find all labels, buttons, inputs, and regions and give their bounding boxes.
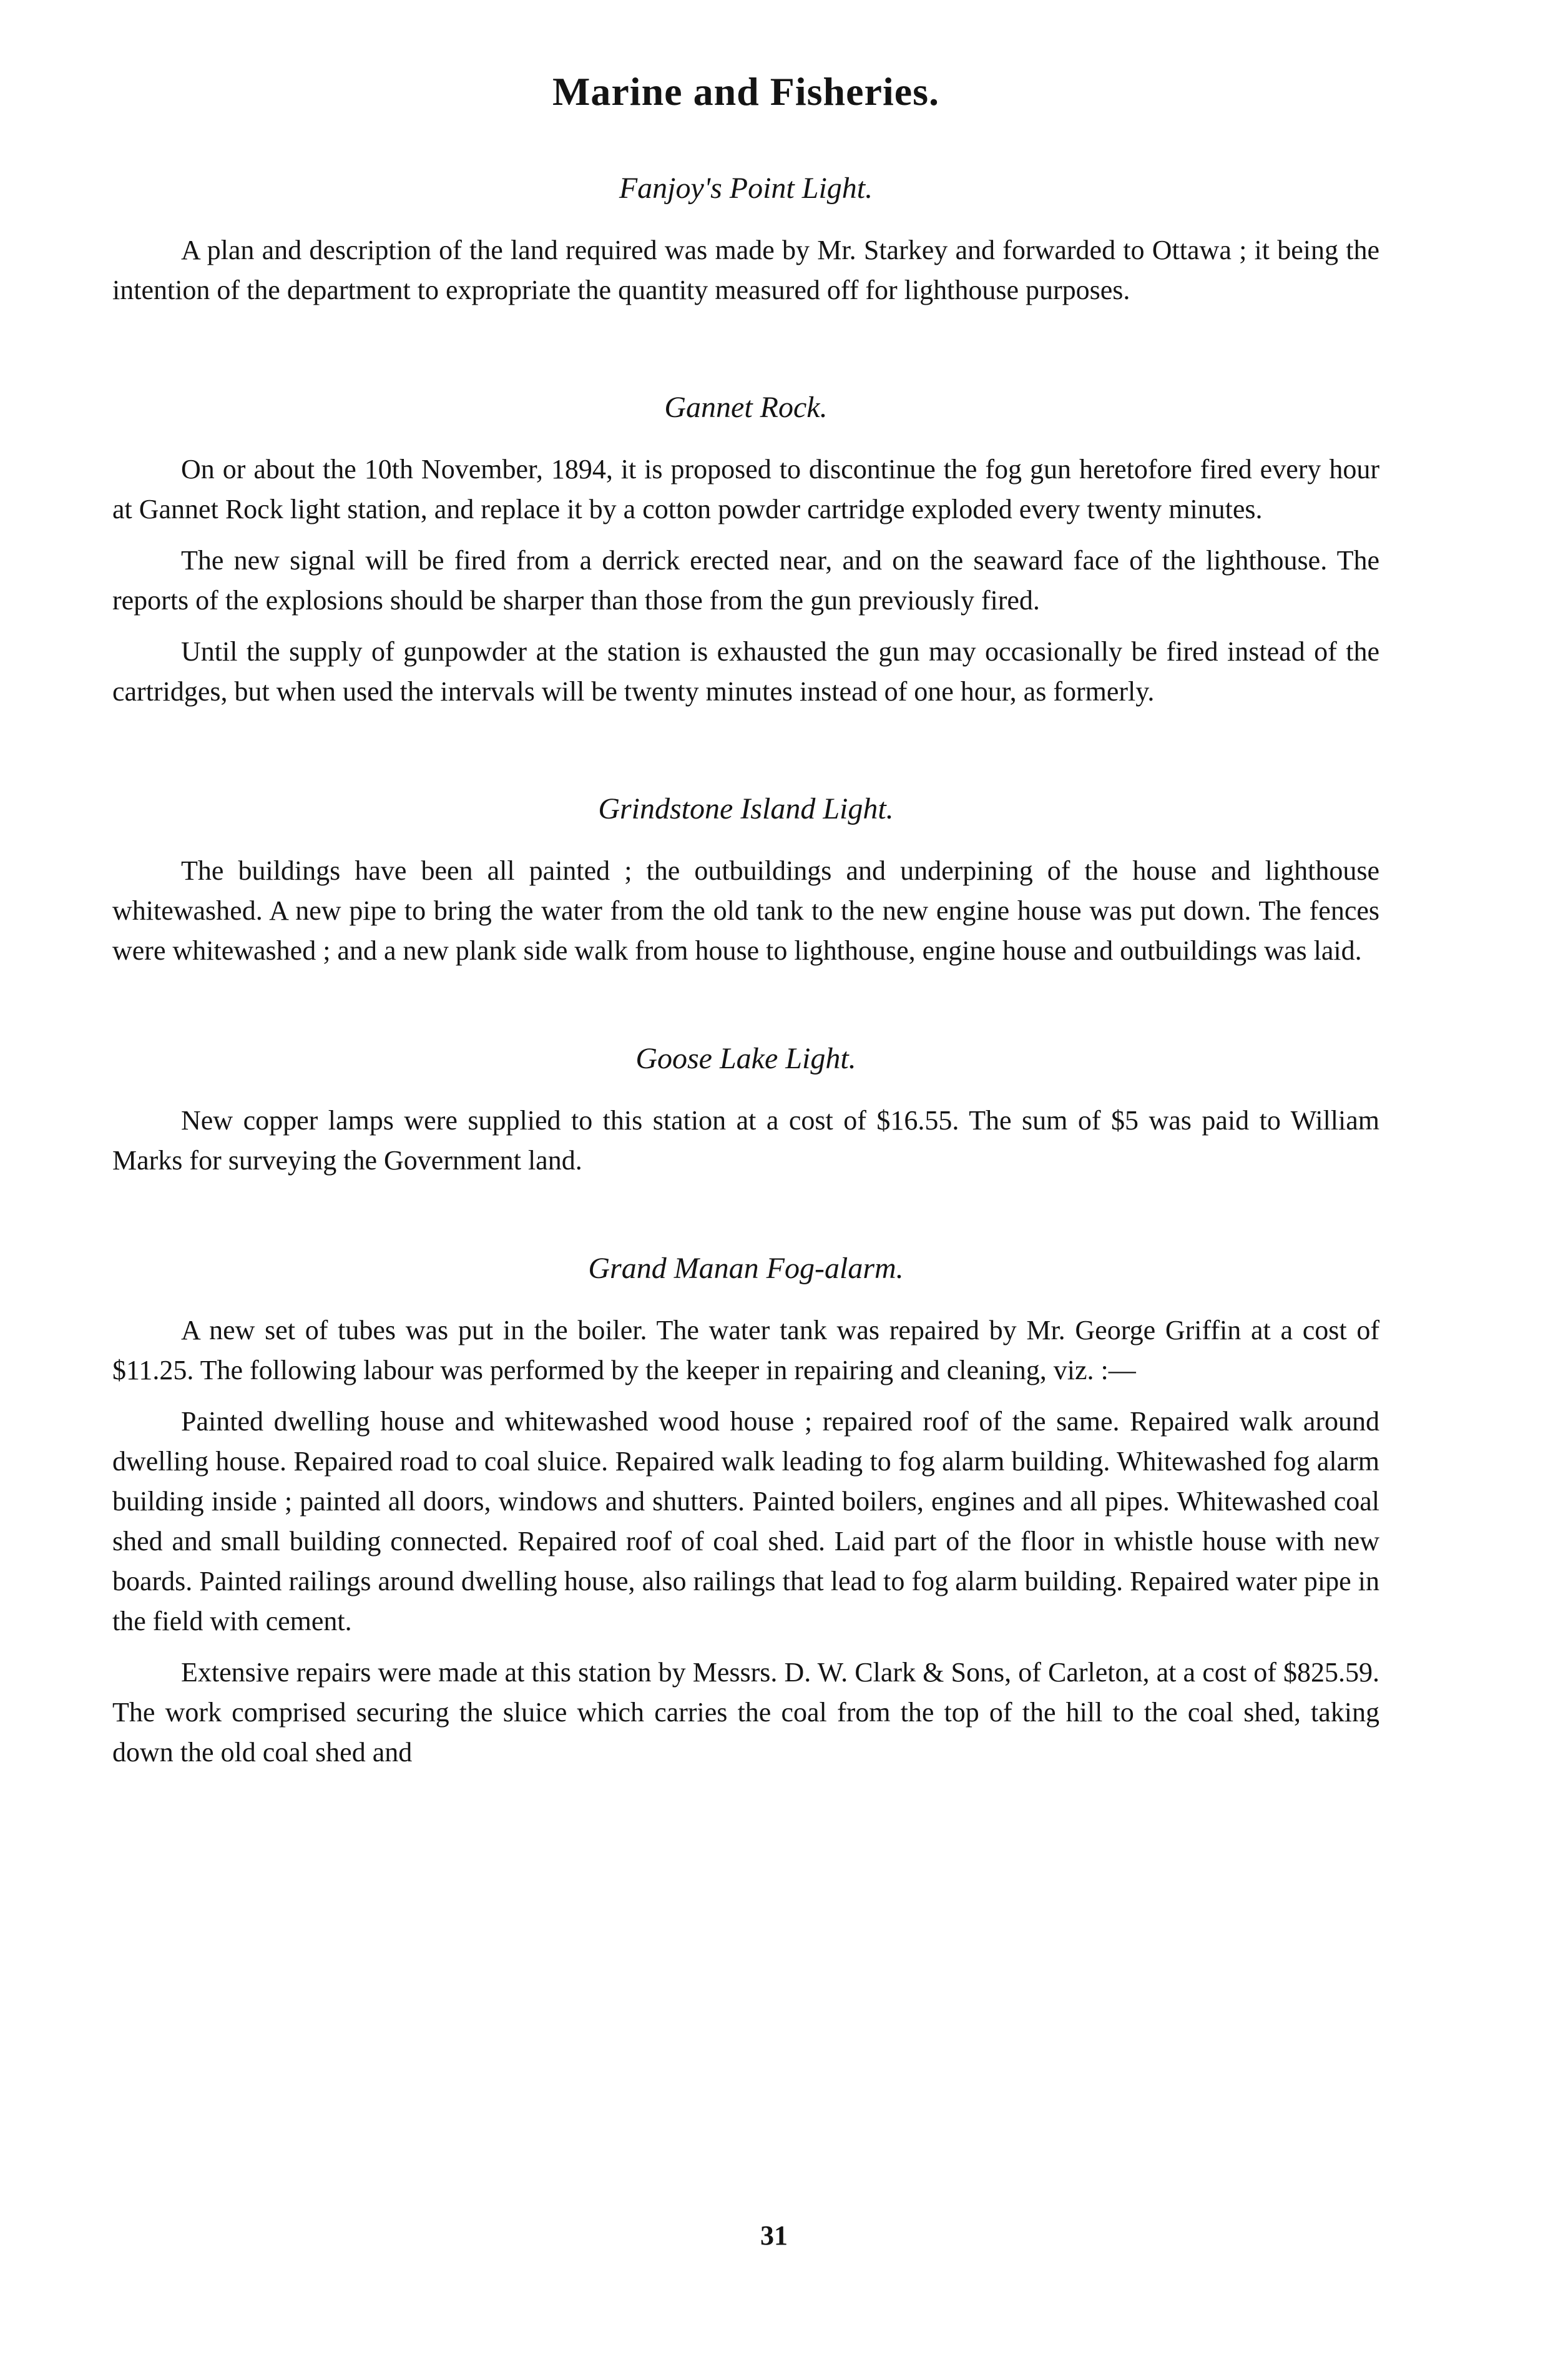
section-goose-lake-light — [112, 1041, 1379, 1181]
section-spacer — [112, 723, 1379, 792]
section-title: Fanjoy's Point Light. — [619, 172, 873, 205]
section-body — [112, 851, 1379, 971]
section-body — [112, 230, 1379, 310]
paragraph: New copper lamps were supplied to this station at a cost of $16.55. The sum of $5 was paid to William Marks for surveying the Government land. — [112, 1105, 1379, 1176]
paragraph: A new set of tubes was put in the boiler. The water tank was repaired by Mr. George Griffin at a cost of $11.25. The following labour was performed by the keeper in repairing and cleaning, viz. :— — [112, 1315, 1379, 1385]
paragraph: Until the supply of gunpowder at the station is exhausted the gun may occasionally be fired instead of the cartridges, but when used the intervals will be twenty minutes instead of one hour, as formerly. — [112, 636, 1379, 707]
paragraph: The buildings have been all painted ; the outbuildings and underpining of the house and lighthouse whitewashed. A new pipe to bring the water from the old tank to the new engine house was put down. The fences were whitewashed ; and a new plank side walk from house to lighthouse, engine house and outbuildings was laid. — [112, 855, 1379, 966]
paragraph: On or about the 10th November, 1894, it is proposed to discontinue the fog gun heretofore fired every hour at Gannet Rock light station, and replace it by a cotton powder cartridge exploded every twenty minutes. — [112, 454, 1379, 524]
section-body — [112, 1310, 1379, 1773]
paragraph: Extensive repairs were made at this station by Messrs. D. W. Clark & Sons, of Carleton, at a cost of $825.59. The work comprised securing the sluice which carries the coal from the top of the hill to the coal shed, taking down the old coal shed and — [112, 1657, 1379, 1768]
section-title: Goose Lake Light. — [635, 1042, 856, 1075]
section-body — [112, 1101, 1379, 1181]
section-gannet-rock — [112, 390, 1379, 712]
section-grindstone-island-light — [112, 792, 1379, 971]
section-title: Grindstone Island Light. — [598, 792, 894, 825]
section-spacer — [112, 322, 1379, 390]
paragraph: The new signal will be fired from a derrick erected near, and on the seaward face of the lighthouse. The reports of the explosions should be sharper than those from the gun previously fired. — [112, 545, 1379, 616]
section-title: Gannet Rock. — [664, 391, 828, 424]
section-spacer — [112, 982, 1379, 1041]
page-number: 31 — [760, 2220, 788, 2251]
paragraph: Painted dwelling house and whitewashed wood house ; repaired roof of the same. Repaired walk around dwelling house. Repaired road to coal sluice. Repaired walk leading to fog alarm building. Whitewashed fog alarm building inside ; painted all doors, windows and shutters. Painted boilers, engines and all pipes. Whitewashed coal shed and small building connected. Repaired roof of coal shed. Laid part of the floor in whistle house with new boards. Painted railings around dwelling house, also railings that lead to fog alarm building. Repaired water pipe in the field with cement. — [112, 1406, 1379, 1636]
section-spacer — [112, 1192, 1379, 1251]
section-grand-manan-fog-alarm — [112, 1251, 1379, 1773]
paragraph: A plan and description of the land required was made by Mr. Starkey and forwarded to Ottawa ; it being the intention of the department to expropriate the quantity measured off for lighthouse purposes. — [112, 235, 1379, 305]
running-head: Marine and Fisheries. — [552, 69, 940, 114]
section-fanjoys-point-light — [112, 171, 1379, 310]
section-body — [112, 450, 1379, 712]
document-page — [112, 69, 1379, 1784]
section-title: Grand Manan Fog-alarm. — [588, 1252, 904, 1285]
